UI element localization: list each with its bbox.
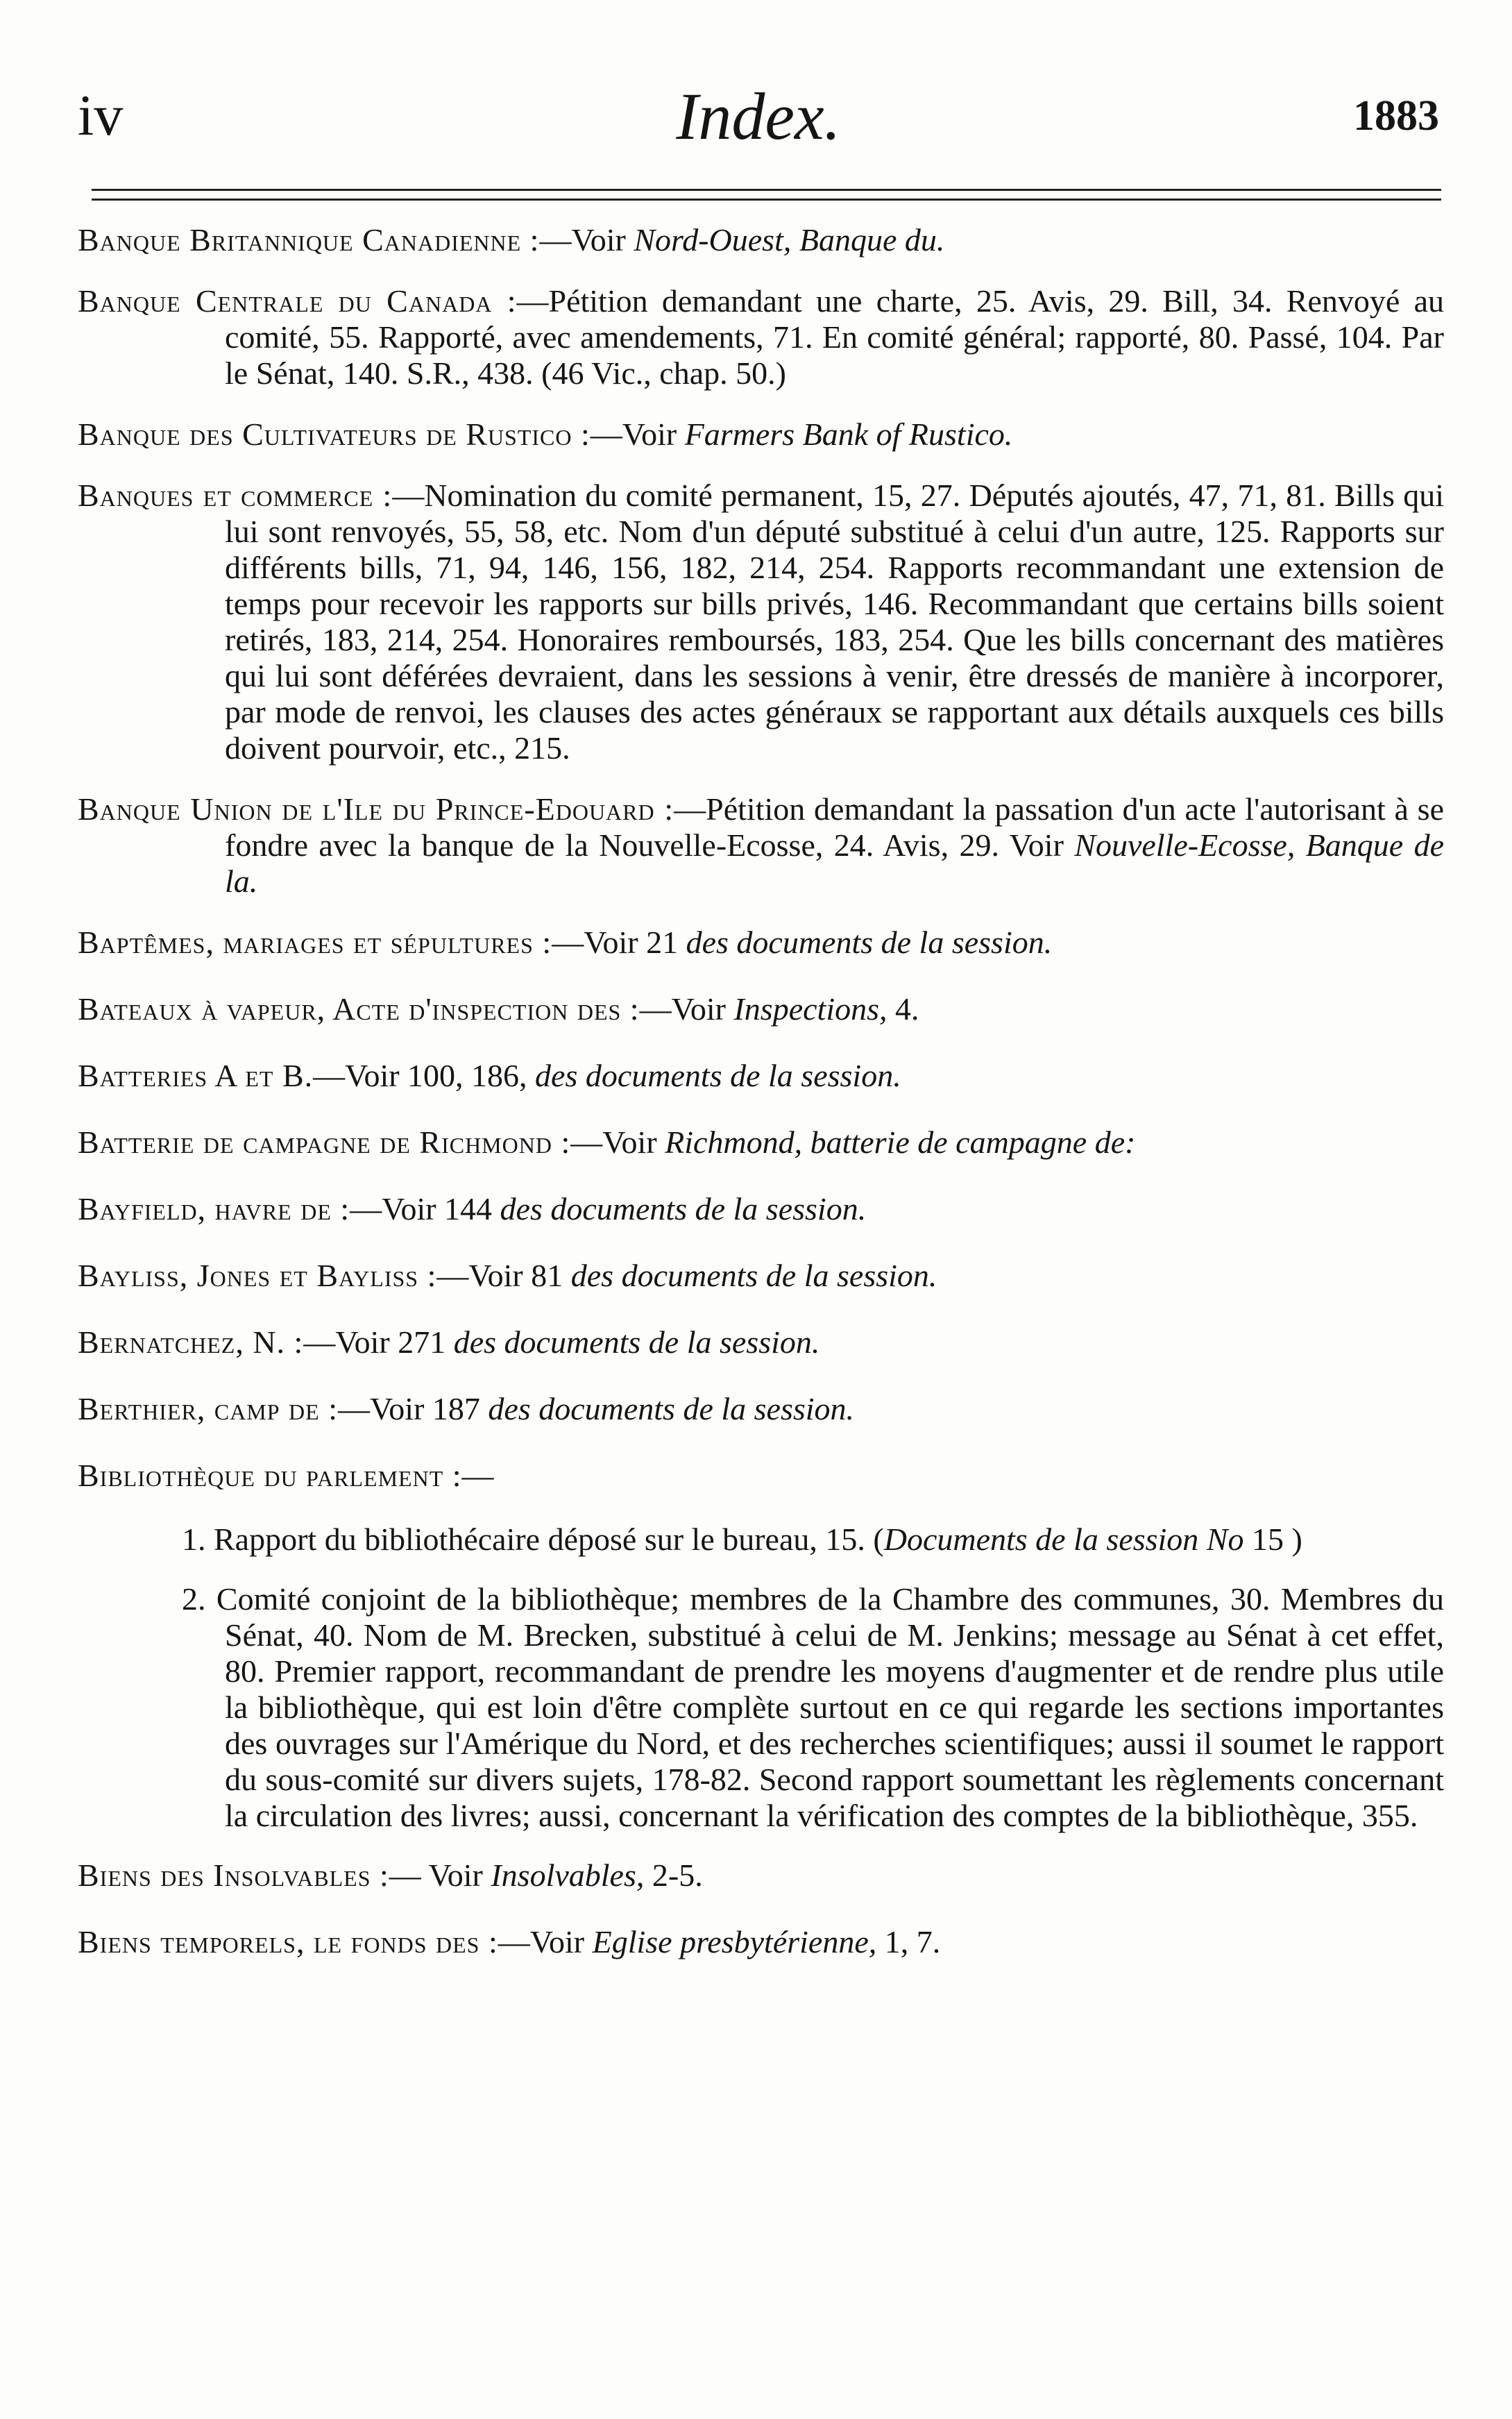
index-entry xyxy=(78,1324,1444,1360)
index-entry xyxy=(78,1391,1444,1427)
page-year: 1883 xyxy=(1353,92,1439,140)
entry-reference: des documents de la session. xyxy=(453,1324,820,1360)
item-number: 1. xyxy=(182,1522,214,1557)
index-entry xyxy=(78,1124,1444,1161)
entry-text: —Voir 100, 186, xyxy=(313,1058,536,1093)
entry-text-end: 4. xyxy=(887,991,919,1027)
entry-text: —Voir 81 xyxy=(436,1258,571,1293)
entry-heading: Batterie de campagne de Richmond : xyxy=(78,1124,571,1160)
entry-text: —Voir xyxy=(639,991,734,1027)
entry-heading: Berthier, camp de : xyxy=(78,1391,338,1426)
entry-text: —Voir 271 xyxy=(303,1324,454,1360)
entry-text: —Pétition demandant la passation d'un acte l'autorisant à se fondre avec la banque de la Nouvelle-Ecosse, 24. Avis, 29. Voir xyxy=(225,791,1444,863)
entry-text: —Voir xyxy=(539,222,634,258)
entry-heading: Banques et commerce : xyxy=(78,478,393,513)
entry-reference: Farmers Bank of Rustico. xyxy=(684,416,1013,452)
index-entry xyxy=(78,791,1444,900)
entry-text: —Pétition demandant une charte, 25. Avis, 29. Bill, 34. Renvoyé au comité, 55. Rapporté, avec amendements, 71. En comité général; rapporté, 80. Passé, 104. Par le Sénat, 140. S.R., 438. (46 Vic., chap. 50.) xyxy=(225,283,1445,391)
entry-text: —Voir 21 xyxy=(552,925,686,960)
entry-heading: Bateaux à vapeur, Acte d'inspection des : xyxy=(78,991,640,1027)
index-entry xyxy=(78,925,1444,961)
entry-text: —Voir xyxy=(498,1924,593,1959)
entry-text: —Voir 187 xyxy=(338,1391,489,1426)
entry-reference: Insolvables, xyxy=(491,1857,645,1893)
entry-heading: Bernatchez, N. : xyxy=(78,1324,304,1360)
entry-reference: Richmond, batterie de campagne de: xyxy=(665,1124,1136,1160)
bibliotheque-section xyxy=(78,1458,1444,1834)
index-entry xyxy=(78,1058,1444,1094)
index-entries xyxy=(78,222,1444,1427)
index-entry xyxy=(78,283,1444,391)
index-entry xyxy=(78,1258,1444,1294)
index-entry xyxy=(78,222,1444,258)
index-entry xyxy=(78,991,1444,1027)
entry-heading: Banque Centrale du Canada : xyxy=(78,283,517,319)
index-entry xyxy=(78,478,1444,766)
index-entry xyxy=(78,416,1444,453)
bibliotheque-item xyxy=(78,1581,1444,1834)
entry-text-end: 1, 7. xyxy=(876,1924,941,1959)
entry-text: —Nomination du comité permanent, 15, 27. Députés ajoutés, 47, 71, 81. Bills qui lui sont renvoyés, 55, 58, etc. Nom d'un député substitué à celui d'un autre, 125. Rapports sur différents bills, 71, 94, 146, 156, 182, 214, 254. Rapports recommandant une extension de temps pour recevoir les rapports sur bills privés, 146. Recommandant que certains bills soient retirés, 183, 214, 254. Honoraires remboursés, 183, 254. Que les bills concernant des matières qui lui sont déférées devraient, dans les sessions à venir, être dressés de manière à incorporer, par mode de renvoi, les clauses des actes généraux se rapportant aux détails auxquels ces bills doivent pourvoir, etc., 215. xyxy=(225,478,1444,766)
item-text: Comité conjoint de la bibliothèque; membres de la Chambre des communes, 30. Membres du Sénat, 40. Nom de M. Brecken, substitué à celui de M. Jenkins; message au Sénat à cet effet, 80. Premier rapport, recommandant de prendre les moyens d'augmenter et de rendre plus utile la bibliothèque, qui est loin d'être complète surtout en ce qui regarde les sections importantes des ouvrages sur l'Amérique du Nord, et des recherches scientifiques; aussi il soumet le rapport du sous-comité sur divers sujets, 178-82. Second rapport soumettant les règlements concernant la circulation des livres; aussi, concernant la vérification des comptes de la bibliothèque, 355. xyxy=(216,1581,1445,1833)
entry-heading: Baptêmes, mariages et sépultures : xyxy=(78,925,552,960)
entry-text-end: 2-5. xyxy=(644,1857,703,1893)
entry-text: —Voir xyxy=(590,416,685,452)
page-number: iv xyxy=(78,83,124,148)
entry-reference: Eglise presbytérienne, xyxy=(592,1924,877,1959)
entry-heading: Banque Union de l'Ile du Prince-Edouard : xyxy=(78,791,674,827)
item-number: 2. xyxy=(182,1581,216,1617)
index-entries-tail xyxy=(78,1857,1444,1960)
entry-text: — Voir xyxy=(389,1857,491,1893)
entry-reference: des documents de la session. xyxy=(488,1391,855,1426)
index-entry xyxy=(78,1924,1444,1960)
entry-reference: Nord-Ouest, Banque du. xyxy=(634,222,945,258)
entry-reference: Nouvelle-Ecosse, Banque de la. xyxy=(225,827,1444,899)
item-text: Rapport du bibliothécaire déposé sur le bureau, 15. ( xyxy=(214,1522,884,1557)
entry-heading: Banque des Cultivateurs de Rustico : xyxy=(78,416,591,452)
header-rule-bottom xyxy=(92,199,1441,201)
bibliotheque-item xyxy=(78,1522,1444,1558)
entry-reference: des documents de la session. xyxy=(500,1191,867,1227)
entry-heading: Banque Britannique Canadienne : xyxy=(78,222,540,258)
entry-heading: Biens temporels, le fonds des : xyxy=(78,1924,498,1959)
bibliotheque-items xyxy=(78,1522,1444,1834)
entry-heading: Batteries A et B. xyxy=(78,1058,314,1093)
index-body xyxy=(78,222,1444,1991)
entry-text: —Voir 144 xyxy=(350,1191,500,1227)
entry-heading: Bayliss, Jones et Bayliss : xyxy=(78,1258,437,1293)
entry-reference: des documents de la session. xyxy=(570,1258,937,1293)
entry-reference: des documents de la session. xyxy=(535,1058,901,1093)
entry-reference: des documents de la session. xyxy=(686,925,1053,960)
header-rule-top xyxy=(92,189,1441,191)
page-title: Index. xyxy=(676,79,841,153)
item-reference: Documents de la session No xyxy=(883,1522,1244,1557)
item-text-end: 15 ) xyxy=(1243,1522,1302,1557)
entry-heading: Biens des Insolvables : xyxy=(78,1857,389,1893)
entry-heading: Bayfield, havre de : xyxy=(78,1191,350,1227)
index-entry xyxy=(78,1857,1444,1894)
bibliotheque-heading: Bibliothèque du parlement :— xyxy=(78,1458,495,1493)
index-entry xyxy=(78,1191,1444,1227)
page-header xyxy=(78,79,1439,158)
entry-reference: Inspections, xyxy=(733,991,887,1027)
entry-text: —Voir xyxy=(570,1124,665,1160)
